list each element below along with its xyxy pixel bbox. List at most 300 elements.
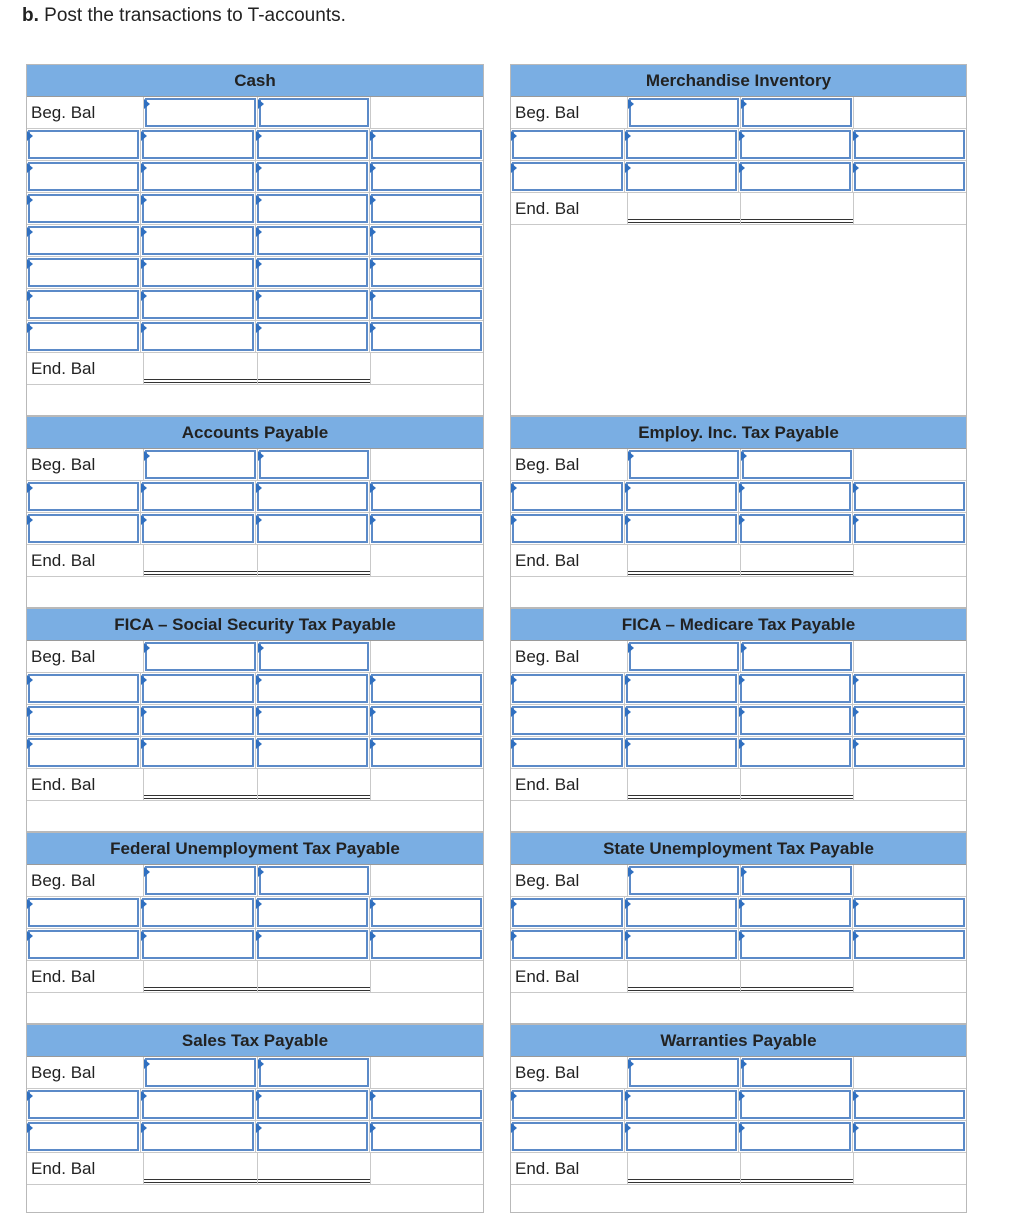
empty-cell: [854, 865, 966, 896]
entry-credit-amount-input[interactable]: [257, 930, 368, 959]
cell: [256, 481, 370, 512]
entry-credit-amount-input[interactable]: [257, 130, 368, 159]
entry-debit-amount-input[interactable]: [626, 1122, 737, 1151]
end-bal-label: End. Bal: [27, 353, 144, 384]
account-title: Sales Tax Payable: [27, 1025, 483, 1057]
entry-credit-amount-input[interactable]: [257, 194, 368, 223]
entry-ref-credit-select[interactable]: [371, 226, 482, 255]
entry-ref-credit-select[interactable]: [854, 898, 965, 927]
entry-credit-amount-input[interactable]: [257, 1090, 368, 1119]
entry-credit-amount-input[interactable]: [257, 514, 368, 543]
dropdown-marker-icon: [625, 931, 631, 941]
t-account-state-unemployment: [510, 832, 967, 1024]
cell: [27, 1121, 141, 1152]
entry-credit-amount-input[interactable]: [257, 226, 368, 255]
dropdown-marker-icon: [739, 1091, 745, 1101]
beg-bal-debit-input[interactable]: [629, 1058, 739, 1087]
entry-ref-credit-select[interactable]: [371, 482, 482, 511]
dropdown-marker-icon: [258, 1059, 264, 1069]
entry-ref-debit-select[interactable]: [28, 930, 139, 959]
beg-bal-debit-input[interactable]: [145, 450, 255, 479]
beg-bal-credit-input[interactable]: [742, 98, 852, 127]
dropdown-marker-icon: [625, 1123, 631, 1133]
entry-ref-debit-select[interactable]: [28, 1090, 139, 1119]
dropdown-marker-icon: [511, 899, 517, 909]
entry-ref-credit-select[interactable]: [854, 738, 965, 767]
entry-ref-credit-select[interactable]: [371, 322, 482, 351]
dropdown-marker-icon: [27, 483, 33, 493]
cell: [256, 193, 370, 224]
double-underline: [258, 379, 370, 383]
entry-row: [511, 481, 966, 513]
entry-debit-amount-input[interactable]: [626, 706, 737, 735]
entry-ref-credit-select[interactable]: [854, 1090, 965, 1119]
entry-debit-amount-input[interactable]: [142, 482, 253, 511]
end-bal-debit-total[interactable]: [628, 961, 741, 992]
spacer-row: [511, 801, 966, 833]
account-title: FICA – Social Security Tax Payable: [27, 609, 483, 641]
cell: [141, 161, 255, 192]
dropdown-marker-icon: [370, 195, 376, 205]
beg-bal-debit-input[interactable]: [145, 1058, 255, 1087]
empty-cell: [854, 449, 966, 480]
entry-debit-amount-input[interactable]: [142, 514, 253, 543]
beg-bal-label: Beg. Bal: [27, 1057, 144, 1088]
entry-ref-debit-select[interactable]: [512, 482, 623, 511]
entry-row: [511, 897, 966, 929]
cell: [256, 737, 370, 768]
cell: [853, 673, 966, 704]
entry-ref-debit-select[interactable]: [28, 194, 139, 223]
entry-debit-amount-input[interactable]: [142, 898, 253, 927]
entry-ref-debit-select[interactable]: [512, 162, 623, 191]
entry-ref-debit-select[interactable]: [28, 162, 139, 191]
cell: [141, 897, 255, 928]
entry-debit-amount-input[interactable]: [142, 1090, 253, 1119]
entry-ref-debit-select[interactable]: [512, 738, 623, 767]
entry-row: [27, 929, 483, 961]
entry-ref-credit-select[interactable]: [371, 674, 482, 703]
end-bal-credit-total[interactable]: [741, 193, 854, 224]
dropdown-marker-icon: [141, 131, 147, 141]
dropdown-marker-icon: [370, 483, 376, 493]
end-bal-debit-total[interactable]: [144, 769, 257, 800]
end-bal-credit-total[interactable]: [741, 961, 854, 992]
empty-cell: [854, 97, 966, 128]
end-bal-credit-total[interactable]: [258, 545, 371, 576]
entry-ref-debit-select[interactable]: [28, 258, 139, 287]
cell: [141, 737, 255, 768]
entry-ref-credit-select[interactable]: [371, 1090, 482, 1119]
entry-debit-amount-input[interactable]: [142, 322, 253, 351]
beg-bal-credit-input[interactable]: [259, 1058, 369, 1087]
entry-credit-amount-input[interactable]: [257, 898, 368, 927]
t-account-sales-tax-payable: [26, 1024, 484, 1213]
end-bal-debit-total[interactable]: [628, 193, 741, 224]
beg-bal-debit-input[interactable]: [145, 98, 255, 127]
entry-ref-credit-select[interactable]: [371, 930, 482, 959]
dropdown-marker-icon: [370, 227, 376, 237]
empty-cell: [371, 1153, 483, 1184]
dropdown-marker-icon: [27, 931, 33, 941]
entry-row: [511, 705, 966, 737]
entry-ref-credit-select[interactable]: [371, 1122, 482, 1151]
entry-credit-amount-input[interactable]: [257, 674, 368, 703]
entry-ref-debit-select[interactable]: [512, 706, 623, 735]
account-title: State Unemployment Tax Payable: [511, 833, 966, 865]
dropdown-marker-icon: [27, 227, 33, 237]
cell: [27, 321, 141, 352]
empty-cell: [371, 545, 483, 576]
cell: [625, 929, 739, 960]
beg-bal-debit-input[interactable]: [629, 642, 739, 671]
end-bal-debit-total[interactable]: [144, 353, 257, 384]
entry-ref-credit-select[interactable]: [371, 130, 482, 159]
double-underline: [628, 219, 740, 223]
dropdown-marker-icon: [853, 899, 859, 909]
end-bal-label: End. Bal: [511, 545, 628, 576]
entry-credit-amount-input[interactable]: [740, 898, 851, 927]
beg-bal-label: Beg. Bal: [27, 449, 144, 480]
entry-credit-amount-input[interactable]: [740, 706, 851, 735]
entry-credit-amount-input[interactable]: [740, 482, 851, 511]
beg-bal-debit-input[interactable]: [629, 450, 739, 479]
dropdown-marker-icon: [144, 867, 150, 877]
entry-debit-amount-input[interactable]: [142, 1122, 253, 1151]
entry-ref-credit-select[interactable]: [854, 1122, 965, 1151]
double-underline: [741, 987, 853, 991]
end-bal-row: [27, 961, 483, 993]
beg-bal-credit-input[interactable]: [259, 98, 369, 127]
dropdown-marker-icon: [27, 195, 33, 205]
dropdown-marker-icon: [853, 483, 859, 493]
entry-credit-amount-input[interactable]: [257, 258, 368, 287]
beg-bal-credit-input[interactable]: [742, 642, 852, 671]
dropdown-marker-icon: [739, 675, 745, 685]
dropdown-marker-icon: [370, 131, 376, 141]
entry-ref-credit-select[interactable]: [371, 738, 482, 767]
entry-debit-amount-input[interactable]: [626, 514, 737, 543]
double-underline: [144, 1179, 256, 1183]
entry-ref-debit-select[interactable]: [28, 898, 139, 927]
entry-ref-debit-select[interactable]: [28, 738, 139, 767]
double-underline: [741, 795, 853, 799]
beg-bal-row: [27, 1057, 483, 1089]
cell: [141, 321, 255, 352]
dropdown-marker-icon: [258, 867, 264, 877]
entry-ref-debit-select[interactable]: [512, 674, 623, 703]
entry-ref-credit-select[interactable]: [854, 706, 965, 735]
entry-debit-amount-input[interactable]: [626, 1090, 737, 1119]
cell: [256, 225, 370, 256]
dropdown-marker-icon: [511, 515, 517, 525]
entry-ref-debit-select[interactable]: [512, 898, 623, 927]
cell: [853, 481, 966, 512]
cell: [256, 929, 370, 960]
instruction: [22, 5, 346, 27]
beg-bal-credit-input[interactable]: [259, 450, 369, 479]
dropdown-marker-icon: [141, 675, 147, 685]
cell: [141, 257, 255, 288]
beg-bal-credit-input[interactable]: [742, 450, 852, 479]
dropdown-marker-icon: [141, 1123, 147, 1133]
dropdown-marker-icon: [256, 675, 262, 685]
entry-credit-amount-input[interactable]: [257, 482, 368, 511]
spacer-row: [27, 801, 483, 833]
entry-debit-amount-input[interactable]: [626, 130, 737, 159]
cell: [739, 929, 853, 960]
dropdown-marker-icon: [141, 291, 147, 301]
end-bal-debit-total[interactable]: [628, 769, 741, 800]
entry-debit-amount-input[interactable]: [142, 162, 253, 191]
cell: [370, 1089, 483, 1120]
cell: [511, 897, 625, 928]
dropdown-marker-icon: [370, 675, 376, 685]
entry-debit-amount-input[interactable]: [142, 194, 253, 223]
double-underline: [258, 987, 370, 991]
beg-bal-credit-input[interactable]: [259, 866, 369, 895]
entry-credit-amount-input[interactable]: [740, 1122, 851, 1151]
entry-debit-amount-input[interactable]: [626, 162, 737, 191]
entry-ref-credit-select[interactable]: [371, 290, 482, 319]
dropdown-marker-icon: [370, 931, 376, 941]
dropdown-marker-icon: [853, 931, 859, 941]
cell: [144, 449, 257, 480]
cell: [27, 481, 141, 512]
entry-debit-amount-input[interactable]: [142, 738, 253, 767]
entry-ref-debit-select[interactable]: [512, 1090, 623, 1119]
end-bal-debit-total[interactable]: [144, 545, 257, 576]
entry-debit-amount-input[interactable]: [626, 482, 737, 511]
cell: [256, 161, 370, 192]
entry-ref-debit-select[interactable]: [512, 1122, 623, 1151]
entry-credit-amount-input[interactable]: [257, 738, 368, 767]
cell: [370, 705, 483, 736]
end-bal-credit-total[interactable]: [741, 769, 854, 800]
entry-debit-amount-input[interactable]: [142, 290, 253, 319]
dropdown-marker-icon: [256, 707, 262, 717]
entry-credit-amount-input[interactable]: [740, 674, 851, 703]
dropdown-marker-icon: [739, 515, 745, 525]
dropdown-marker-icon: [628, 99, 634, 109]
entry-credit-amount-input[interactable]: [257, 162, 368, 191]
entry-ref-debit-select[interactable]: [28, 514, 139, 543]
end-bal-label: End. Bal: [27, 1153, 144, 1184]
beg-bal-debit-input[interactable]: [145, 866, 255, 895]
end-bal-debit-total[interactable]: [628, 1153, 741, 1184]
entry-debit-amount-input[interactable]: [626, 898, 737, 927]
entry-debit-amount-input[interactable]: [142, 930, 253, 959]
cell: [511, 705, 625, 736]
entry-debit-amount-input[interactable]: [142, 674, 253, 703]
end-bal-credit-total[interactable]: [258, 769, 371, 800]
entry-ref-debit-select[interactable]: [28, 482, 139, 511]
end-bal-label: End. Bal: [511, 193, 628, 224]
entry-debit-amount-input[interactable]: [142, 226, 253, 255]
empty-cell: [371, 961, 483, 992]
beg-bal-debit-input[interactable]: [629, 98, 739, 127]
cell: [144, 865, 257, 896]
cell: [141, 1089, 255, 1120]
entry-ref-credit-select[interactable]: [371, 258, 482, 287]
entry-ref-debit-select[interactable]: [512, 514, 623, 543]
end-bal-debit-total[interactable]: [144, 1153, 257, 1184]
entry-debit-amount-input[interactable]: [626, 674, 737, 703]
dropdown-marker-icon: [370, 259, 376, 269]
entry-credit-amount-input[interactable]: [740, 162, 851, 191]
beg-bal-credit-input[interactable]: [259, 642, 369, 671]
beg-bal-debit-input[interactable]: [629, 866, 739, 895]
entry-ref-credit-select[interactable]: [371, 194, 482, 223]
cell: [144, 97, 257, 128]
cell: [370, 257, 483, 288]
dropdown-marker-icon: [141, 899, 147, 909]
account-title: Federal Unemployment Tax Payable: [27, 833, 483, 865]
entry-ref-credit-select[interactable]: [854, 482, 965, 511]
entry-row: [511, 129, 966, 161]
cell: [853, 737, 966, 768]
beg-bal-debit-input[interactable]: [145, 642, 255, 671]
dropdown-marker-icon: [27, 259, 33, 269]
cell: [256, 513, 370, 544]
entry-credit-amount-input[interactable]: [740, 514, 851, 543]
cell: [141, 673, 255, 704]
dropdown-marker-icon: [256, 1091, 262, 1101]
account-title: FICA – Medicare Tax Payable: [511, 609, 966, 641]
entry-ref-debit-select[interactable]: [28, 706, 139, 735]
entry-ref-debit-select[interactable]: [28, 130, 139, 159]
double-underline: [628, 1179, 740, 1183]
cell: [256, 1121, 370, 1152]
entry-row: [27, 289, 483, 321]
entry-ref-debit-select[interactable]: [28, 1122, 139, 1151]
cell: [511, 481, 625, 512]
end-bal-credit-total[interactable]: [741, 1153, 854, 1184]
entry-debit-amount-input[interactable]: [142, 706, 253, 735]
beg-bal-row: [511, 97, 966, 129]
end-bal-credit-total[interactable]: [741, 545, 854, 576]
dropdown-marker-icon: [370, 899, 376, 909]
entry-ref-credit-select[interactable]: [371, 162, 482, 191]
entry-ref-debit-select[interactable]: [28, 290, 139, 319]
entry-ref-credit-select[interactable]: [854, 162, 965, 191]
dropdown-marker-icon: [625, 899, 631, 909]
cell: [625, 481, 739, 512]
cell: [370, 481, 483, 512]
dropdown-marker-icon: [370, 515, 376, 525]
entry-ref-credit-select[interactable]: [854, 130, 965, 159]
entry-ref-credit-select[interactable]: [854, 930, 965, 959]
end-bal-debit-total[interactable]: [628, 545, 741, 576]
cell: [628, 97, 741, 128]
cell: [511, 513, 625, 544]
cell: [141, 289, 255, 320]
entry-credit-amount-input[interactable]: [257, 290, 368, 319]
entry-debit-amount-input[interactable]: [142, 258, 253, 287]
dropdown-marker-icon: [511, 707, 517, 717]
beg-bal-credit-input[interactable]: [742, 866, 852, 895]
entry-row: [511, 161, 966, 193]
end-bal-row: [511, 961, 966, 993]
dropdown-marker-icon: [256, 515, 262, 525]
beg-bal-credit-input[interactable]: [742, 1058, 852, 1087]
entry-debit-amount-input[interactable]: [626, 930, 737, 959]
entry-credit-amount-input[interactable]: [740, 130, 851, 159]
cell: [370, 929, 483, 960]
dropdown-marker-icon: [141, 323, 147, 333]
entry-ref-credit-select[interactable]: [854, 674, 965, 703]
end-bal-debit-total[interactable]: [144, 961, 257, 992]
empty-cell: [371, 97, 483, 128]
entry-ref-debit-select[interactable]: [28, 226, 139, 255]
t-account-federal-unemployment: [26, 832, 484, 1024]
beg-bal-label: Beg. Bal: [27, 865, 144, 896]
dropdown-marker-icon: [27, 1091, 33, 1101]
dropdown-marker-icon: [144, 451, 150, 461]
beg-bal-label: Beg. Bal: [511, 97, 628, 128]
dropdown-marker-icon: [511, 1091, 517, 1101]
cell: [511, 929, 625, 960]
entry-debit-amount-input[interactable]: [142, 130, 253, 159]
entry-debit-amount-input[interactable]: [626, 738, 737, 767]
entry-ref-credit-select[interactable]: [854, 514, 965, 543]
cell: [741, 97, 854, 128]
entry-credit-amount-input[interactable]: [740, 930, 851, 959]
cell: [739, 513, 853, 544]
cell: [27, 929, 141, 960]
entry-credit-amount-input[interactable]: [257, 1122, 368, 1151]
cell: [370, 289, 483, 320]
dropdown-marker-icon: [258, 451, 264, 461]
dropdown-marker-icon: [511, 675, 517, 685]
entry-row: [27, 897, 483, 929]
cell: [258, 641, 371, 672]
entry-ref-credit-select[interactable]: [371, 706, 482, 735]
cell: [27, 193, 141, 224]
cell: [628, 1057, 741, 1088]
end-bal-credit-total[interactable]: [258, 1153, 371, 1184]
entry-credit-amount-input[interactable]: [257, 322, 368, 351]
cell: [625, 705, 739, 736]
entry-ref-credit-select[interactable]: [371, 898, 482, 927]
empty-cell: [854, 641, 966, 672]
spacer-row: [27, 577, 483, 609]
end-bal-credit-total[interactable]: [258, 961, 371, 992]
end-bal-row: [511, 769, 966, 801]
entry-credit-amount-input[interactable]: [740, 1090, 851, 1119]
entry-ref-credit-select[interactable]: [371, 514, 482, 543]
dropdown-marker-icon: [370, 323, 376, 333]
entry-ref-debit-select[interactable]: [512, 930, 623, 959]
entry-credit-amount-input[interactable]: [740, 738, 851, 767]
entry-row: [27, 737, 483, 769]
cell: [511, 1121, 625, 1152]
entry-ref-debit-select[interactable]: [28, 674, 139, 703]
entry-ref-debit-select[interactable]: [512, 130, 623, 159]
cell: [27, 225, 141, 256]
entry-row: [27, 193, 483, 225]
cell: [625, 673, 739, 704]
empty-cell: [371, 769, 483, 800]
cell: [141, 225, 255, 256]
entry-credit-amount-input[interactable]: [257, 706, 368, 735]
end-bal-credit-total[interactable]: [258, 353, 371, 384]
entry-row: [511, 673, 966, 705]
entry-ref-debit-select[interactable]: [28, 322, 139, 351]
dropdown-marker-icon: [141, 739, 147, 749]
beg-bal-row: [511, 865, 966, 897]
t-account-accounts-payable: [26, 416, 484, 608]
